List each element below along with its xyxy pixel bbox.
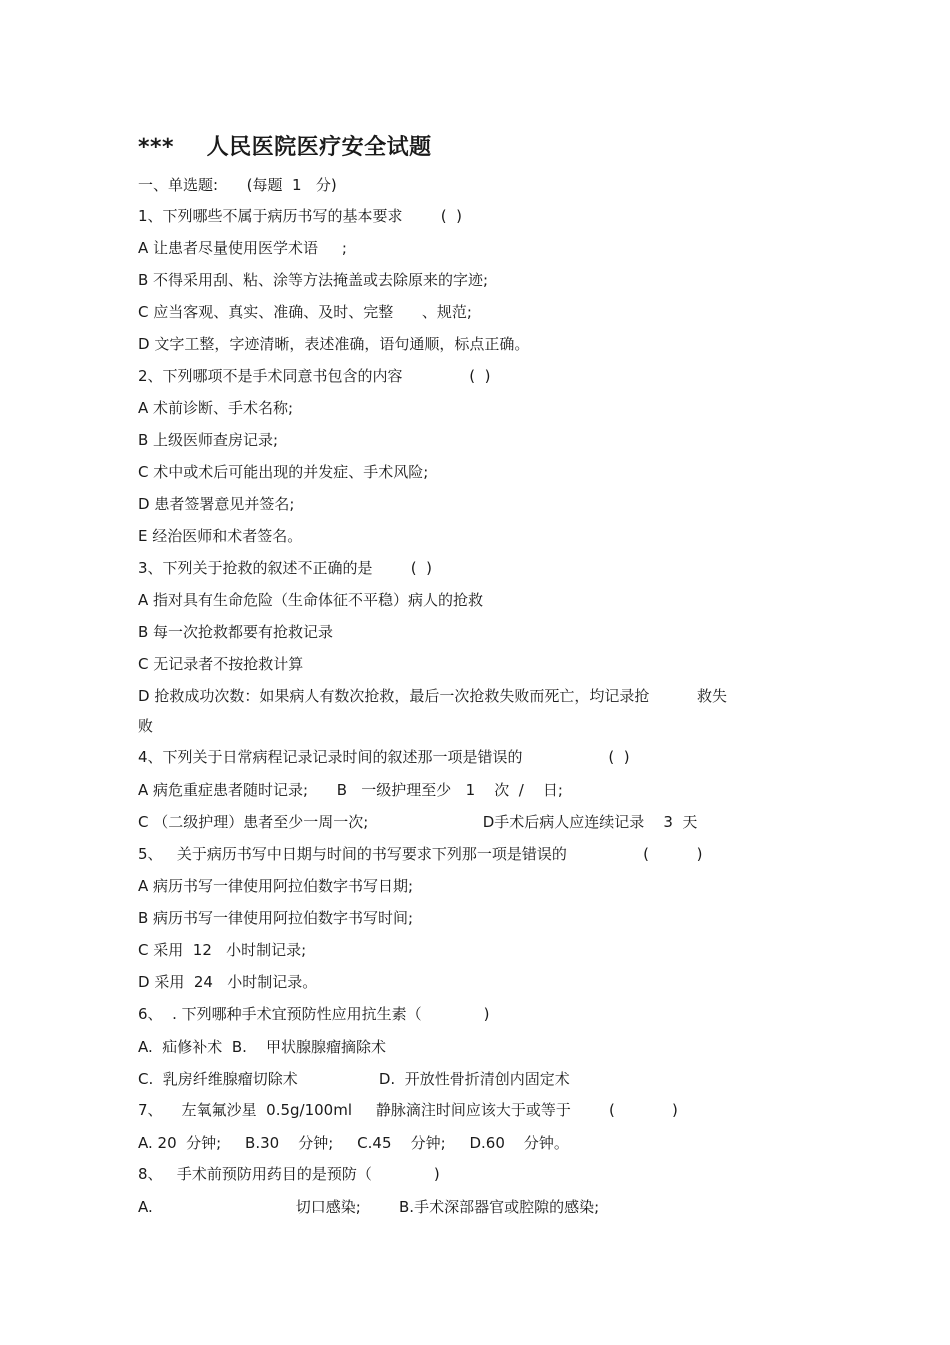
option-line: A. 疝修补术 B. 甲状腺腺瘤摘除术 — [138, 1038, 386, 1056]
option-line: C 采用 12 小时制记录; — [138, 941, 307, 959]
option-line: C 无记录者不按抢救计算 — [138, 655, 304, 673]
option-line: A 指对具有生命危险（生命体征不平稳）病人的抢救 — [138, 591, 484, 609]
option-line: A 术前诊断、手术名称; — [138, 399, 294, 417]
question-5: 5、 关于病历书写中日期与时间的书写要求下列那一项是错误的 ( ) — [138, 845, 703, 863]
option-line: D 采用 24 小时制记录。 — [138, 973, 318, 991]
option-line: C 应当客观、真实、准确、及时、完整 、规范; — [138, 303, 472, 321]
section-heading: 一、单选题: (每题 1 分) — [138, 176, 337, 194]
option-line: C 术中或术后可能出现的并发症、手术风险; — [138, 463, 429, 481]
option-line-continued: 败 — [138, 717, 154, 735]
option-line: A. 20 分钟; B.30 分钟; C.45 分钟; D.60 分钟。 — [138, 1134, 569, 1152]
question-6: 6、 . 下列哪种手术宜预防性应用抗生素（ ) — [138, 1005, 490, 1023]
question-2: 2、下列哪项不是手术同意书包含的内容 ( ) — [138, 367, 491, 385]
question-7: 7、 左氧氟沙星 0.5g/100ml 静脉滴注时间应该大于或等于 ( ) — [138, 1101, 678, 1119]
question-8: 8、 手术前预防用药目的是预防（ ) — [138, 1165, 440, 1183]
document-title: *** 人民医院医疗安全试题 — [138, 135, 432, 160]
question-3: 3、下列关于抢救的叙述不正确的是 ( ) — [138, 559, 432, 577]
option-line: E 经治医师和术者签名。 — [138, 527, 303, 545]
option-line: A 病历书写一律使用阿拉伯数字书写日期; — [138, 877, 414, 895]
option-line: D 患者签署意见并签名; — [138, 495, 295, 513]
option-line: C. 乳房纤维腺瘤切除术 D. 开放性骨折清创内固定术 — [138, 1070, 570, 1088]
option-line: B 病历书写一律使用阿拉伯数字书写时间; — [138, 909, 414, 927]
option-line: A. 切口感染; B.手术深部器官或腔隙的感染; — [138, 1198, 600, 1216]
option-line: A 病危重症患者随时记录; B 一级护理至少 1 次 / 日; — [138, 781, 563, 799]
question-1: 1、下列哪些不属于病历书写的基本要求 ( ) — [138, 207, 462, 225]
option-line: B 每一次抢救都要有抢救记录 — [138, 623, 334, 641]
option-line: D 文字工整，字迹清晰，表述准确，语句通顺，标点正确。 — [138, 335, 530, 353]
option-line: C （二级护理）患者至少一周一次; D手术后病人应连续记录 3 天 — [138, 813, 698, 831]
option-line: D 抢救成功次数：如果病人有数次抢救，最后一次抢救失败而死亡，均记录抢 救失 — [138, 687, 728, 705]
question-4: 4、下列关于日常病程记录记录时间的叙述那一项是错误的 ( ) — [138, 748, 630, 766]
option-line: B 不得采用刮、粘、涂等方法掩盖或去除原来的字迹; — [138, 271, 489, 289]
option-line: B 上级医师查房记录; — [138, 431, 279, 449]
option-line: A 让患者尽量使用医学术语 ; — [138, 239, 347, 257]
